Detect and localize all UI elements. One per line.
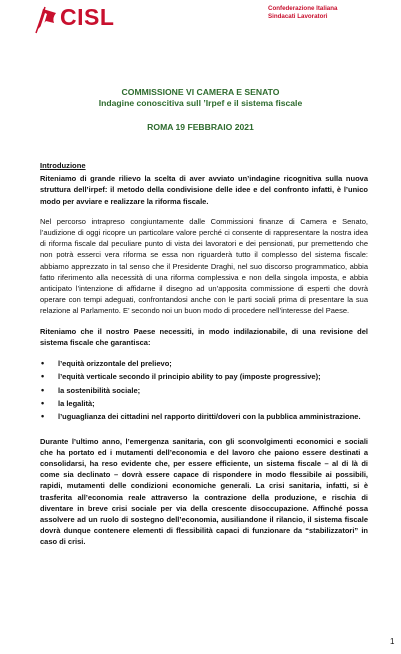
page-number: 1	[390, 637, 395, 646]
title-block	[0, 87, 401, 133]
list-item: • l’equità verticale secondo il principio ability to pay (imposte progressive);	[40, 370, 368, 383]
logo-text: CISL	[60, 4, 115, 30]
list-item: • la legalità;	[40, 397, 368, 410]
list-item: • la sostenibilità sociale;	[40, 384, 368, 397]
paragraph-1: Riteniamo di grande rilievo la scelta di aver avviato un’indagine ricognitiva sulla nuova struttura dell’irpef: il metodo della condivisione delle idee e del confronto infatti, è l’unico modo per avviare e realizzare la riforma fiscale.	[40, 174, 368, 206]
organization-name	[268, 5, 337, 21]
bullet-list	[40, 357, 368, 423]
org-line-1: Confederazione Italiana	[268, 5, 338, 12]
paragraph-3: Riteniamo che il nostro Paese necessiti, in modo indilazionabile, di una revisione del sistema fiscale che garantisca:	[40, 326, 368, 347]
commission-title: COMMISSIONE VI CAMERA E SENATO	[121, 87, 280, 97]
section-heading: Introduzione	[40, 161, 86, 170]
inquiry-subtitle: Indagine conoscitiva sull ’Irpef e il sistema fiscale	[98, 98, 303, 108]
paragraph-2: Nel percorso intrapreso congiuntamente dalle Commissioni finanze di Camera e Senato, l’audizione di oggi ricopre un particolare valore perché ci consente di rappresentare la nostra idea di riforma fiscale dal peculiare punto di vista dei lavoratori e dei pensionati, pur premettendo che non potrà esserci vera riforma se essa non riguarderà tutto il complesso del sistema fiscale: abbiamo apprezzato in tal senso che il Presidente Draghi, nel suo discorso programmatico, abbia fatto riferimento alla necessità di una riforma complessiva e non della singola imposta, e abbia anticipato l’intenzione di affidarne il disegno ad un’apposita commissione di esperti che dovrà operare con tempi adeguati, confrontandosi anche con le parti sociali prima di presentare la sua relazione al Parlamento. E’ secondo noi un buon modo di procedere nell’interesse del Paese.	[40, 216, 368, 316]
paragraph-4: Durante l’ultimo anno, l’emergenza sanitaria, con gli sconvolgimenti economici e sociali che ha portato ed i mutamenti dell’economia e del lavoro che paiono essere destinati a consolidarsi, ha reso evidente che, per essere efficiente, un sistema fiscale – al di là di come sia declinato – dovrà essere capace di rispondere in modo flessibile ai possibili, rapidi, mutamenti delle condizioni economiche generali. La crisi sanitaria, infatti, si è trasferita all’economia reale attraverso la contrazione della produzione, e rischia di diventare in breve crisi sociale per via della crescente disoccupazione. Affinché possa assolvere ad un ruolo di sostegno dell’economia, ausiliandone il rilancio, il sistema fiscale dovrà dunque contenere elementi di flessibilità capaci di funzionare da “stabilizzatori” in caso di crisi.	[40, 436, 368, 547]
list-item: • l’equità orizzontale del prelievo;	[40, 357, 368, 370]
list-item: • l’uguaglianza dei cittadini nel rapporto diritti/doveri con la pubblica amministrazione.	[40, 410, 368, 423]
org-line-2: Sindacati Lavoratori	[268, 13, 328, 20]
cisl-flag-icon	[34, 4, 60, 34]
cisl-logo	[34, 4, 154, 34]
document-date: ROMA 19 FEBBRAIO 2021	[147, 122, 254, 132]
document-body	[40, 160, 368, 557]
